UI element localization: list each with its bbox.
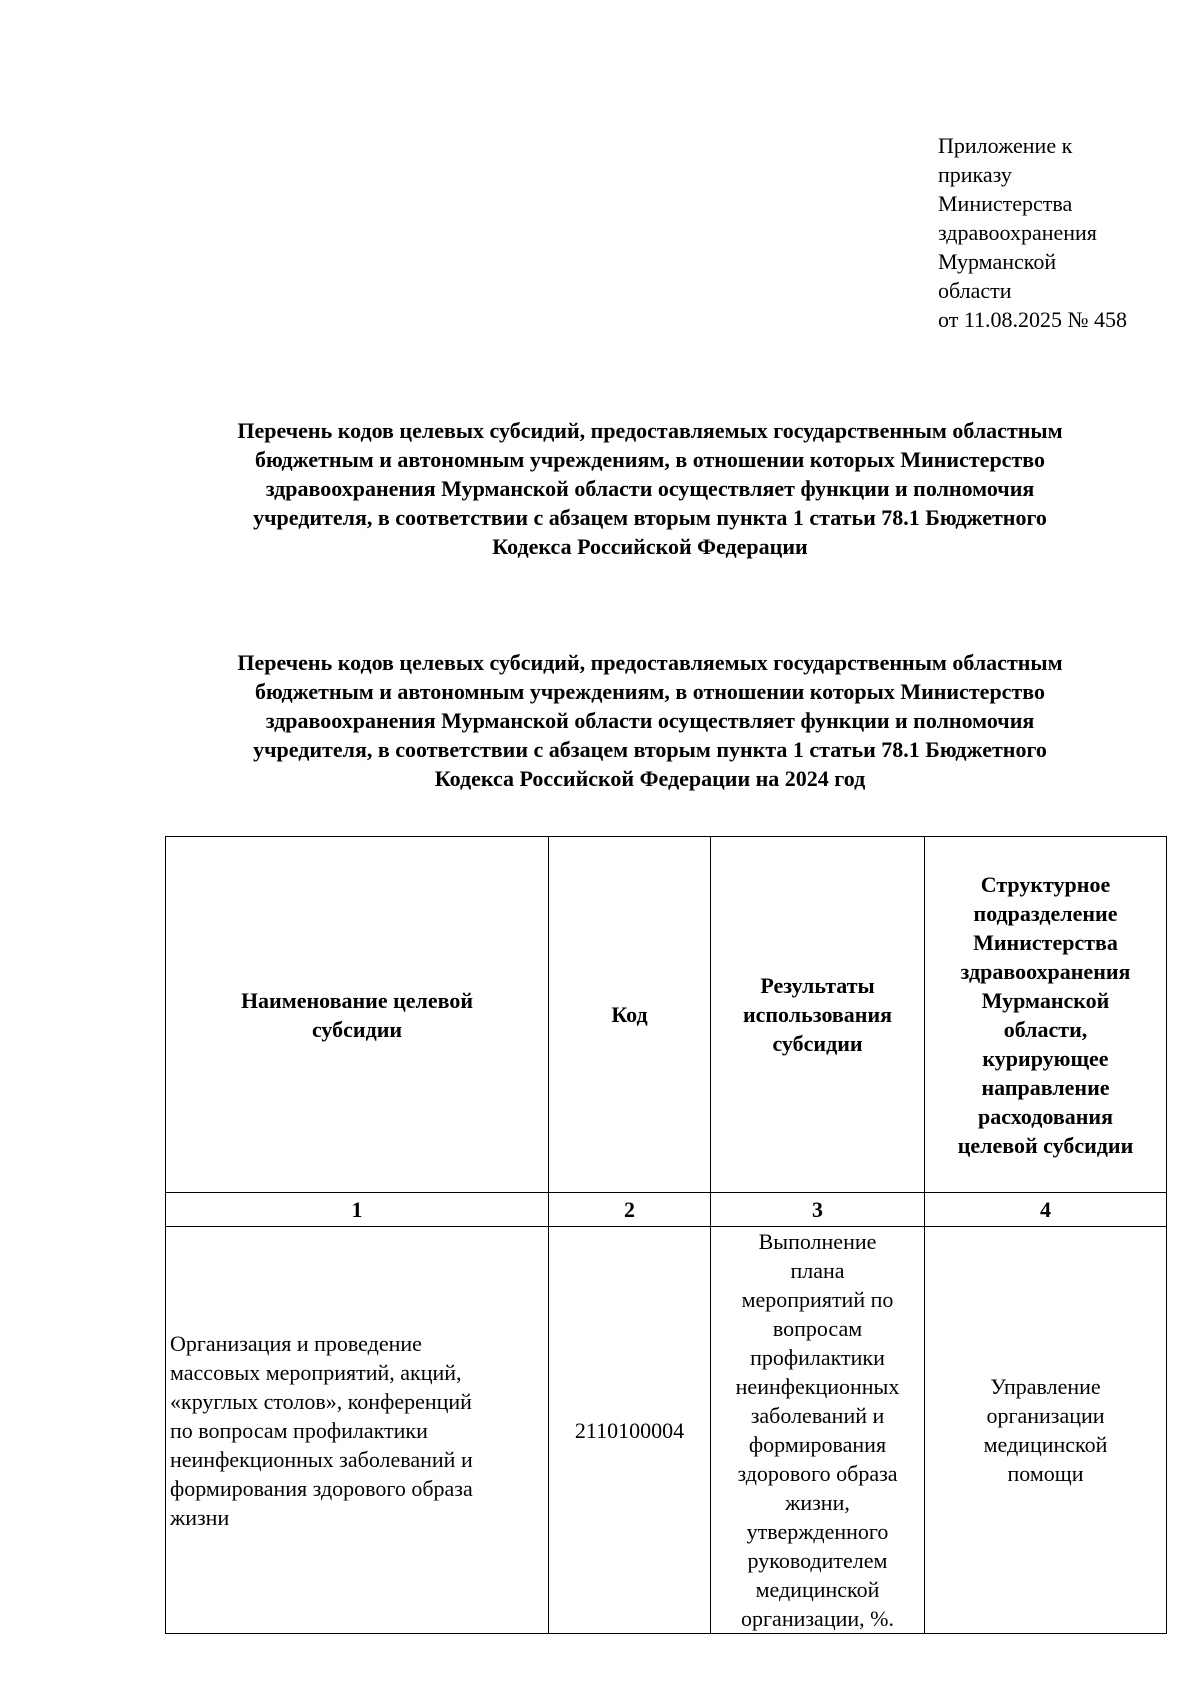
cell-department: Управление организации медицинской помощи [925,1227,1167,1634]
appendix-line: Мурманской [938,249,1057,274]
header-department: Структурное подразделение Министерства здравоохранения Мурманской области, курирующее направление расходования целевой субсидии [925,837,1167,1193]
appendix-line: Министерства [938,191,1073,216]
table-row [166,1227,1167,1634]
title-line: здравоохранения Мурманской области осуществляет функции и полномочия [265,476,1035,501]
cell-subsidy-name: Организация и проведение массовых мероприятий, акций, «круглых столов», конференций по вопросам профилактики неинфекционных заболеваний и формирования здорового образа жизни [166,1227,549,1634]
appendix-note [938,131,1178,334]
column-number: 4 [925,1193,1167,1227]
header-code: Код [549,837,711,1193]
header-subsidy-name: Наименование целевой субсидии [166,837,549,1193]
title-line: учредителя, в соответствии с абзацем вторым пункта 1 статьи 78.1 Бюджетного [253,505,1047,530]
title-line: Кодекса Российской Федерации на 2024 год [434,766,866,791]
appendix-line: здравоохранения [938,220,1097,245]
column-number: 2 [549,1193,711,1227]
appendix-line: Приложение к [938,133,1073,158]
appendix-line: области [938,278,1012,303]
appendix-line: приказу [938,162,1012,187]
table-header-row [166,837,1167,1193]
title-line: Перечень кодов целевых субсидий, предоставляемых государственным областным [237,418,1063,443]
title-line: учредителя, в соответствии с абзацем вторым пункта 1 статьи 78.1 Бюджетного [253,737,1047,762]
table-title [150,648,1150,793]
header-results: Результаты использования субсидии [711,837,925,1193]
title-line: бюджетным и автономным учреждениям, в отношении которых Министерство [255,679,1045,704]
document-title [150,416,1150,561]
cell-code: 2110100004 [549,1227,711,1634]
column-number: 3 [711,1193,925,1227]
subsidy-codes-table [165,836,1167,1634]
title-line: Перечень кодов целевых субсидий, предоставляемых государственным областным [237,650,1063,675]
appendix-date-number: от 11.08.2025 № 458 [938,307,1127,332]
title-line: здравоохранения Мурманской области осуществляет функции и полномочия [265,708,1035,733]
title-line: бюджетным и автономным учреждениям, в отношении которых Министерство [255,447,1045,472]
column-number-row [166,1193,1167,1227]
title-line: Кодекса Российской Федерации [492,534,808,559]
cell-results: Выполнение плана мероприятий по вопросам профилактики неинфекционных заболеваний и формирования здорового образа жизни, утвержденного руководителем медицинской организации, %. [711,1227,925,1634]
column-number: 1 [166,1193,549,1227]
